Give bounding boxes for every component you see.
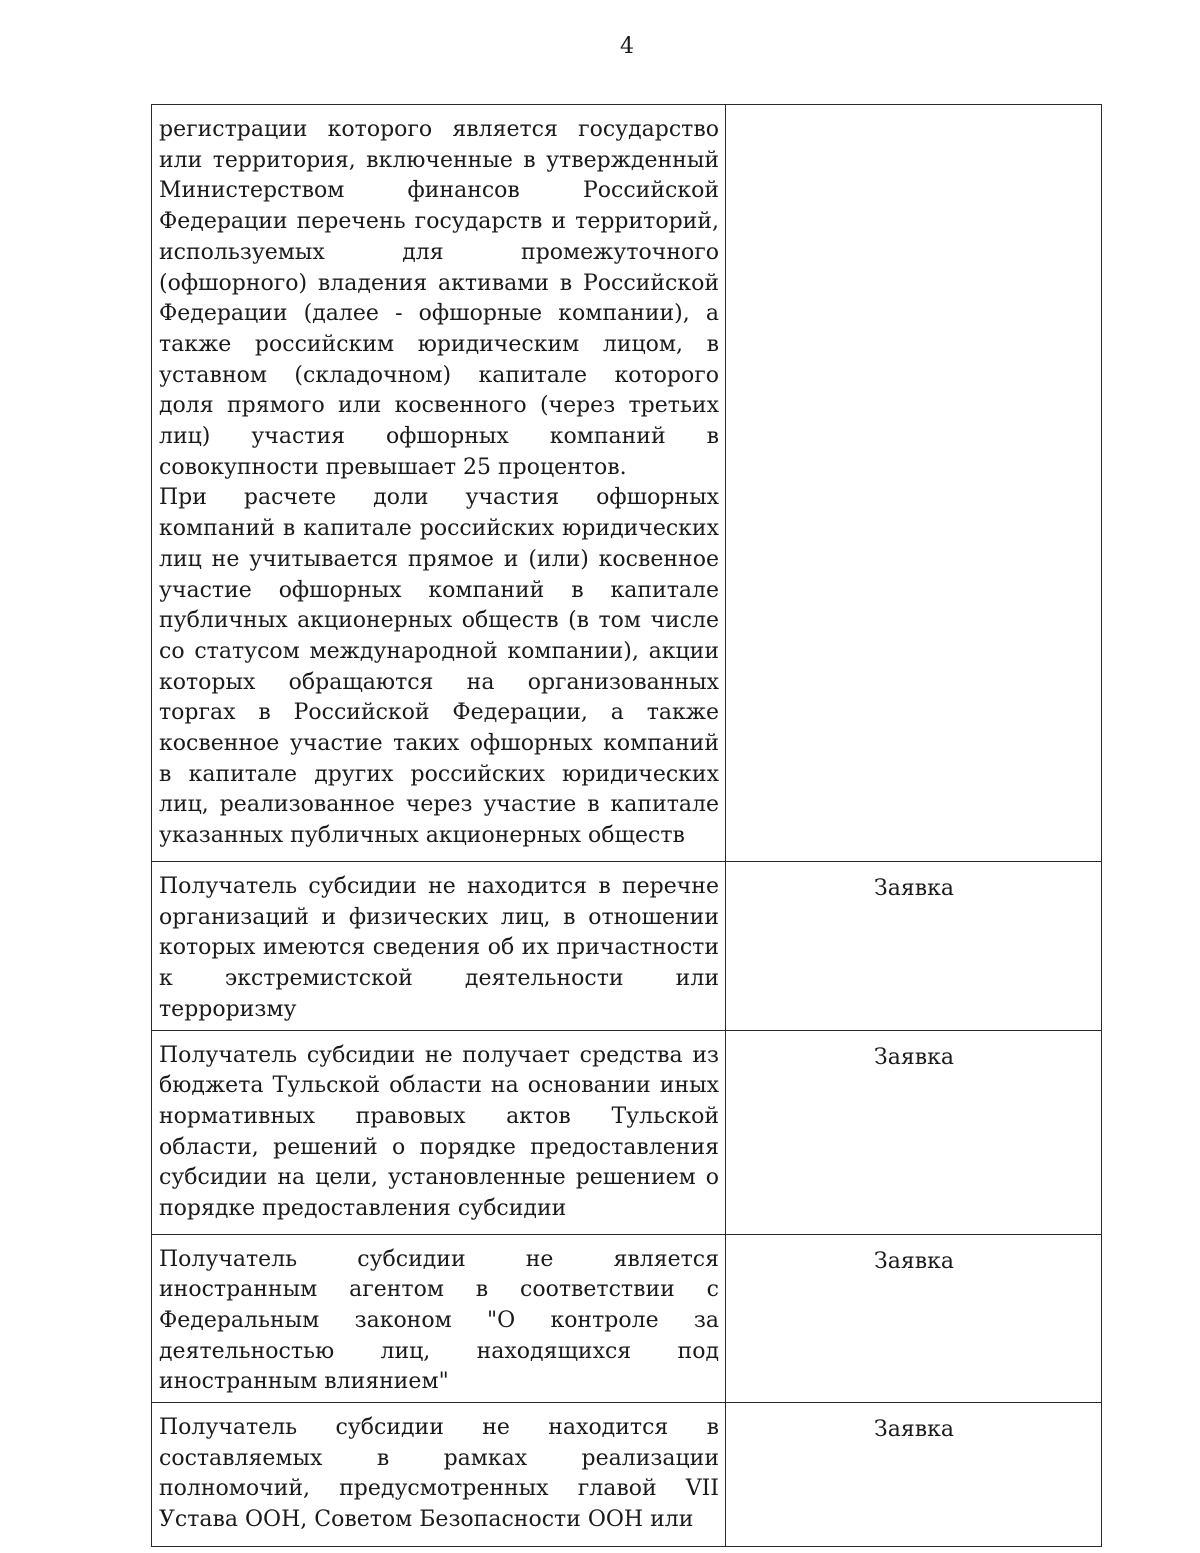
requirement-cell: Получатель субсидии не получает средства из бюджета Тульской области на основании иных нормативных правовых актов Тульской области, решений о порядке предоставления субсидии на цели, установленные решением о порядке предоставления субсидии [152,1030,726,1234]
requirement-paragraph: При расчете доли участия офшорных компаний в капитале российских юридических лиц не учитывается прямое и (или) косвенное участие офшорных компаний в капитале публичных акционерных обществ (в том числе со статусом международной компании), акции которых обращаются на организованных торгах в Российской Федерации, а также косвенное участие таких офшорных компаний в капитале других российских юридических лиц, реализованное через участие в капитале указанных публичных акционерных обществ [159,485,719,849]
table-row [152,1403,1102,1547]
document-cell: Заявка [726,1030,1102,1234]
requirement-cell: Получатель субсидии не является иностранным агентом в соответствии с Федеральным законом "О контроле за деятельностью лиц, находящихся под иностранным влиянием" [152,1234,726,1403]
requirement-cell: Получатель субсидии не находится в перечне организаций и физических лиц, в отношении которых имеются сведения об их причастности к экстремистской деятельности или терроризму [152,862,726,1031]
table-row [152,1030,1102,1234]
requirement-cell [152,105,726,862]
table-row [152,105,1102,862]
table-row [152,1234,1102,1403]
document-cell [726,105,1102,862]
table-row [152,862,1102,1031]
requirement-cell: Получатель субсидии не находится в составляемых в рамках реализации полномочий, предусмотренных главой VII Устава ООН, Советом Безопасности ООН или [152,1403,726,1547]
requirement-paragraph: регистрации которого является государство или территория, включенные в утвержденный Министерством финансов Российской Федерации перечень государств и территорий, используемых для промежуточного (офшорного) владения активами в Российской Федерации (далее - офшорные компании), а также российским юридическим лицом, в уставном (складочном) капитале которого доля прямого или косвенного (через третьих лиц) участия офшорных компаний в совокупности превышает 25 процентов. [159,117,719,480]
document-cell: Заявка [726,862,1102,1031]
page-number: 4 [620,34,634,59]
requirements-table [151,104,1102,1547]
document-cell: Заявка [726,1403,1102,1547]
document-cell: Заявка [726,1234,1102,1403]
